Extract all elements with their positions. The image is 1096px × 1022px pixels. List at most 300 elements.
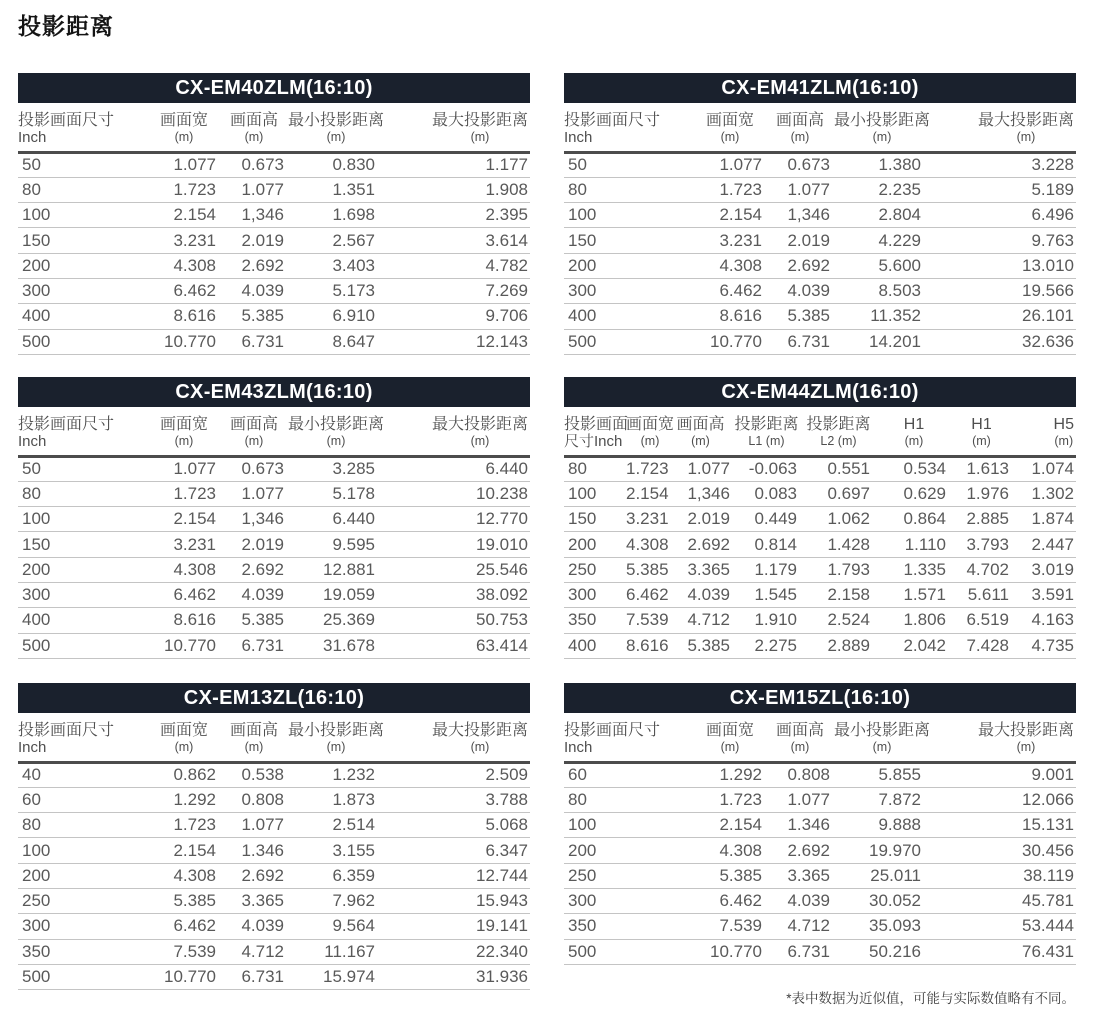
value-cell: 6.359 [288,863,383,888]
spec-table-4 [564,377,1076,659]
column-header: 最小投影距离 (m) [288,103,383,152]
value-cell: 4.782 [383,253,530,278]
table-row [18,228,530,253]
column-header: 最大投影距离 (m) [929,713,1076,762]
footnote: *表中数据为近似值，可能与实际数值略有不同。 [786,991,1075,1006]
value-cell: 6.462 [148,582,220,607]
size-cell: 300 [564,278,694,303]
value-cell: 31.678 [288,633,383,658]
value-cell: 30.052 [834,888,929,913]
value-cell: 2.154 [694,813,766,838]
value-cell: 3.365 [766,863,834,888]
size-cell: 50 [18,456,148,481]
value-cell: 1.571 [876,582,952,607]
header-row [18,407,530,456]
value-cell: 8.616 [148,304,220,329]
value-cell: 9.001 [929,762,1076,787]
value-cell: 1.873 [288,787,383,812]
table-row [564,203,1076,228]
value-cell: 1.232 [288,762,383,787]
value-cell: 1.723 [148,813,220,838]
spec-table-grid [18,407,530,659]
table-title: CX-EM15ZL(16:10) [564,683,1076,713]
table-row [18,253,530,278]
value-cell: 7.428 [952,633,1011,658]
value-cell: 5.385 [669,633,732,658]
size-cell: 100 [18,203,148,228]
size-cell: 80 [564,456,626,481]
table-row [18,914,530,939]
value-cell: 1,346 [220,507,288,532]
value-cell: 6.440 [288,507,383,532]
column-header: 画面宽 (m) [694,713,766,762]
size-cell: 80 [18,177,148,202]
value-cell: 45.781 [929,888,1076,913]
table-row [18,582,530,607]
value-cell: 1.077 [220,813,288,838]
table-row [564,838,1076,863]
value-cell: 1.723 [148,177,220,202]
column-header: 投影距离 L2 (m) [801,407,876,456]
value-cell: 19.010 [383,532,530,557]
column-header: 画面高 (m) [220,103,288,152]
table-row [564,481,1076,506]
value-cell: 1.077 [148,456,220,481]
value-cell: 4.039 [220,278,288,303]
value-cell: 2.154 [148,203,220,228]
size-cell: 250 [564,557,626,582]
value-cell: 8.616 [626,633,669,658]
value-cell: 25.546 [383,557,530,582]
value-cell: 1.874 [1011,507,1076,532]
table-title: CX-EM44ZLM(16:10) [564,377,1076,407]
table-title: CX-EM43ZLM(16:10) [18,377,530,407]
table-row [564,557,1076,582]
value-cell: 10.770 [148,329,220,354]
column-header: 投影画面尺寸 Inch [564,713,694,762]
value-cell: 1.292 [148,787,220,812]
value-cell: 10.238 [383,481,530,506]
value-cell: 1.428 [801,532,876,557]
value-cell: 2.692 [220,863,288,888]
size-cell: 100 [18,507,148,532]
table-row [564,152,1076,177]
value-cell: 9.595 [288,532,383,557]
column-header: 最大投影距离 (m) [383,103,530,152]
value-cell: 1.335 [876,557,952,582]
value-cell: 3.403 [288,253,383,278]
table-row [18,329,530,354]
column-header: 画面高 (m) [766,103,834,152]
size-cell: 100 [564,481,626,506]
value-cell: 63.414 [383,633,530,658]
value-cell: 1.074 [1011,456,1076,481]
value-cell: 2.154 [626,481,669,506]
value-cell: 5.855 [834,762,929,787]
value-cell: 3.228 [929,152,1076,177]
value-cell: 3.231 [694,228,766,253]
table-row [564,177,1076,202]
table-row [564,278,1076,303]
value-cell: 6.462 [694,278,766,303]
header-row [564,103,1076,152]
value-cell: 4.308 [148,863,220,888]
size-cell: 200 [18,253,148,278]
value-cell: 2.154 [148,838,220,863]
value-cell: 38.119 [929,863,1076,888]
column-header: 画面宽 (m) [148,103,220,152]
value-cell: 0.673 [220,456,288,481]
table-row [564,762,1076,787]
table-row [18,557,530,582]
value-cell: 1.077 [220,177,288,202]
value-cell: 1.723 [626,456,669,481]
value-cell: 2.509 [383,762,530,787]
value-cell: 0.830 [288,152,383,177]
value-cell: 11.167 [288,939,383,964]
size-cell: 100 [18,838,148,863]
table-row [564,633,1076,658]
table-row [18,939,530,964]
value-cell: 9.706 [383,304,530,329]
value-cell: 9.888 [834,813,929,838]
value-cell: 3.155 [288,838,383,863]
value-cell: 3.365 [669,557,732,582]
table-row [18,203,530,228]
value-cell: 2.395 [383,203,530,228]
value-cell: 10.770 [694,939,766,964]
value-cell: 1.179 [732,557,801,582]
column-header: 最大投影距离 (m) [929,103,1076,152]
table-row [18,278,530,303]
table-row [18,456,530,481]
value-cell: 2.235 [834,177,929,202]
size-cell: 60 [564,762,694,787]
value-cell: 0.864 [876,507,952,532]
value-cell: 4.163 [1011,608,1076,633]
header-row [18,713,530,762]
table-row [18,152,530,177]
column-header: 画面宽 (m) [148,407,220,456]
table-row [564,329,1076,354]
value-cell: 1.346 [766,813,834,838]
value-cell: 2.447 [1011,532,1076,557]
value-cell: 2.692 [669,532,732,557]
table-row [564,582,1076,607]
table-row [18,304,530,329]
value-cell: 76.431 [929,939,1076,964]
size-cell: 400 [564,304,694,329]
value-cell: 2.019 [220,532,288,557]
value-cell: 31.936 [383,964,530,989]
value-cell: 2.154 [148,507,220,532]
value-cell: 4.039 [220,914,288,939]
spec-table-grid [564,713,1076,965]
value-cell: 2.154 [694,203,766,228]
column-header: 投影画面尺寸 Inch [564,103,694,152]
value-cell: 4.229 [834,228,929,253]
column-header: H1 (m) [952,407,1011,456]
value-cell: 4.712 [669,608,732,633]
value-cell: 15.131 [929,813,1076,838]
column-header: 画面宽 (m) [626,407,669,456]
table-row [564,939,1076,964]
value-cell: 1.723 [694,177,766,202]
value-cell: 6.731 [220,964,288,989]
value-cell: 1.077 [148,152,220,177]
value-cell: 1.077 [669,456,732,481]
column-header: H5 (m) [1011,407,1076,456]
value-cell: 3.614 [383,228,530,253]
column-header: 画面高 (m) [766,713,834,762]
value-cell: 1.545 [732,582,801,607]
value-cell: 12.066 [929,787,1076,812]
value-cell: 3.788 [383,787,530,812]
value-cell: 1,346 [220,203,288,228]
size-cell: 80 [564,177,694,202]
value-cell: 6.462 [148,278,220,303]
table-row [564,608,1076,633]
value-cell: 19.059 [288,582,383,607]
table-row [18,888,530,913]
spec-table-1 [18,73,530,355]
size-cell: 500 [18,964,148,989]
table-row [564,787,1076,812]
value-cell: 25.011 [834,863,929,888]
table-row [564,304,1076,329]
size-cell: 100 [564,203,694,228]
value-cell: 6.440 [383,456,530,481]
size-cell: 200 [564,532,626,557]
table-row [564,914,1076,939]
value-cell: 2.692 [766,838,834,863]
column-header: 投影画面尺寸 Inch [18,103,148,152]
table-row [18,177,530,202]
value-cell: 5.173 [288,278,383,303]
value-cell: 5.385 [220,304,288,329]
table-row [564,863,1076,888]
table-row [18,964,530,989]
value-cell: 5.178 [288,481,383,506]
size-cell: 500 [564,939,694,964]
column-header: 最大投影距离 (m) [383,713,530,762]
value-cell: 1.077 [694,152,766,177]
value-cell: 3.285 [288,456,383,481]
value-cell: 2.524 [801,608,876,633]
value-cell: 32.636 [929,329,1076,354]
value-cell: 8.503 [834,278,929,303]
size-cell: 150 [18,532,148,557]
value-cell: 3.231 [148,228,220,253]
value-cell: 1.910 [732,608,801,633]
value-cell: 19.970 [834,838,929,863]
value-cell: 2.275 [732,633,801,658]
value-cell: 10.770 [148,964,220,989]
value-cell: 4.308 [694,838,766,863]
table-row [564,813,1076,838]
value-cell: 5.385 [148,888,220,913]
value-cell: 8.616 [694,304,766,329]
value-cell: 4.039 [766,888,834,913]
table-row [18,608,530,633]
spec-table-grid [18,713,530,990]
value-cell: 4.039 [669,582,732,607]
value-cell: 1.062 [801,507,876,532]
column-header: 画面高 (m) [220,407,288,456]
size-cell: 300 [18,914,148,939]
value-cell: 1.613 [952,456,1011,481]
value-cell: 1.077 [766,787,834,812]
value-cell: 25.369 [288,608,383,633]
value-cell: 7.539 [626,608,669,633]
value-cell: 2.019 [669,507,732,532]
spec-table-2 [564,73,1076,355]
header-row [564,713,1076,762]
size-cell: 150 [564,507,626,532]
table-row [18,813,530,838]
value-cell: 10.770 [694,329,766,354]
value-cell: 1.110 [876,532,952,557]
value-cell: 6.519 [952,608,1011,633]
value-cell: 1,346 [669,481,732,506]
spec-table-grid [18,103,530,355]
table-row [18,507,530,532]
table-row [564,228,1076,253]
value-cell: 7.539 [148,939,220,964]
table-row [18,762,530,787]
value-cell: 6.462 [148,914,220,939]
value-cell: 6.731 [220,329,288,354]
value-cell: 0.808 [220,787,288,812]
value-cell: 10.770 [148,633,220,658]
column-header: 画面高 (m) [220,713,288,762]
value-cell: 1.698 [288,203,383,228]
value-cell: 6.347 [383,838,530,863]
table-row [18,787,530,812]
value-cell: 0.814 [732,532,801,557]
column-header: 投影画面 尺寸Inch [564,407,626,456]
value-cell: 7.269 [383,278,530,303]
value-cell: 3.591 [1011,582,1076,607]
value-cell: 6.731 [220,633,288,658]
size-cell: 40 [18,762,148,787]
size-cell: 80 [18,813,148,838]
value-cell: 0.697 [801,481,876,506]
value-cell: 1.723 [148,481,220,506]
value-cell: 5.385 [766,304,834,329]
value-cell: 1.077 [220,481,288,506]
size-cell: 500 [564,329,694,354]
size-cell: 300 [564,582,626,607]
size-cell: 500 [18,329,148,354]
value-cell: 3.365 [220,888,288,913]
value-cell: 5.068 [383,813,530,838]
table-row [564,253,1076,278]
value-cell: 1.806 [876,608,952,633]
table-row [18,532,530,557]
table-row [564,532,1076,557]
table-title: CX-EM40ZLM(16:10) [18,73,530,103]
value-cell: 1.723 [694,787,766,812]
table-row [564,456,1076,481]
column-header: 投影画面尺寸 Inch [18,407,148,456]
value-cell: 7.539 [694,914,766,939]
value-cell: 7.872 [834,787,929,812]
value-cell: 6.462 [626,582,669,607]
value-cell: 0.551 [801,456,876,481]
value-cell: 6.496 [929,203,1076,228]
value-cell: 0.534 [876,456,952,481]
value-cell: 15.974 [288,964,383,989]
column-header: 画面高 (m) [669,407,732,456]
value-cell: -0.063 [732,456,801,481]
value-cell: 9.564 [288,914,383,939]
value-cell: 0.862 [148,762,220,787]
value-cell: 5.189 [929,177,1076,202]
value-cell: 5.385 [694,863,766,888]
table-row [18,633,530,658]
value-cell: 2.567 [288,228,383,253]
value-cell: 1.346 [220,838,288,863]
value-cell: 0.629 [876,481,952,506]
value-cell: 4.308 [626,532,669,557]
value-cell: 4.702 [952,557,1011,582]
column-header: 投影画面尺寸 Inch [18,713,148,762]
size-cell: 400 [18,608,148,633]
table-title: CX-EM13ZL(16:10) [18,683,530,713]
size-cell: 200 [564,838,694,863]
size-cell: 350 [564,914,694,939]
size-cell: 80 [564,787,694,812]
column-header: 画面宽 (m) [148,713,220,762]
value-cell: 4.712 [766,914,834,939]
value-cell: 12.143 [383,329,530,354]
value-cell: 2.889 [801,633,876,658]
size-cell: 400 [18,304,148,329]
spec-table-grid [564,103,1076,355]
value-cell: 1.793 [801,557,876,582]
column-header: 最小投影距离 (m) [288,713,383,762]
size-cell: 200 [18,557,148,582]
spec-table-5 [18,683,530,990]
value-cell: 2.042 [876,633,952,658]
value-cell: 38.092 [383,582,530,607]
table-row [564,888,1076,913]
value-cell: 1.292 [694,762,766,787]
value-cell: 6.731 [766,329,834,354]
value-cell: 1,346 [766,203,834,228]
value-cell: 4.712 [220,939,288,964]
value-cell: 12.770 [383,507,530,532]
value-cell: 7.962 [288,888,383,913]
value-cell: 4.735 [1011,633,1076,658]
value-cell: 19.566 [929,278,1076,303]
value-cell: 2.019 [220,228,288,253]
table-row [564,507,1076,532]
value-cell: 2.885 [952,507,1011,532]
size-cell: 150 [564,228,694,253]
value-cell: 0.673 [766,152,834,177]
column-header: 最小投影距离 (m) [288,407,383,456]
value-cell: 19.141 [383,914,530,939]
value-cell: 12.744 [383,863,530,888]
column-header: 最大投影距离 (m) [383,407,530,456]
value-cell: 6.731 [766,939,834,964]
value-cell: 5.611 [952,582,1011,607]
value-cell: 12.881 [288,557,383,582]
size-cell: 80 [18,481,148,506]
size-cell: 300 [18,582,148,607]
